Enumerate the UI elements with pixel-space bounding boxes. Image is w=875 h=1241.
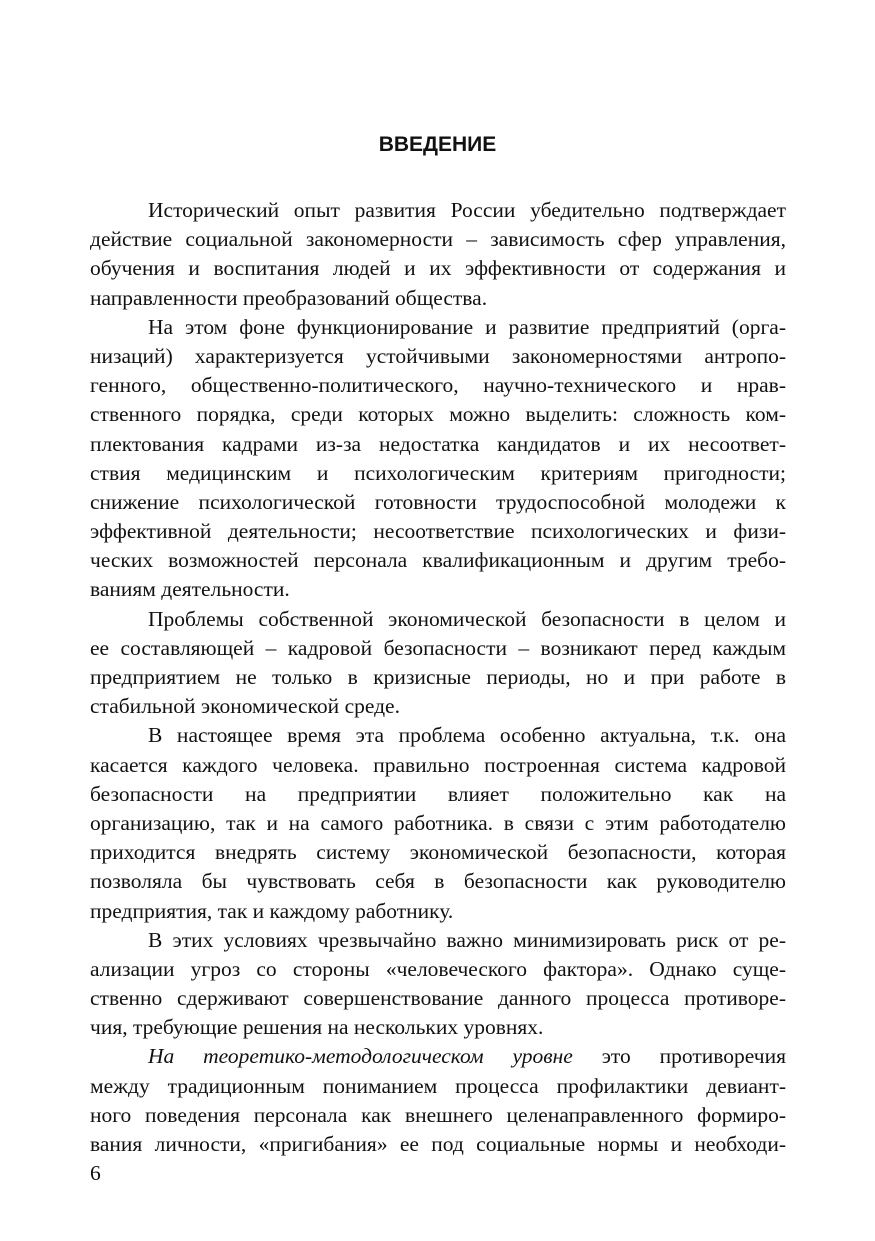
paragraph-5 (90, 926, 786, 1043)
text-line: ее составляющей – кадровой безопасности – возникают перед каждым (90, 635, 786, 660)
text-line (90, 1042, 786, 1071)
text-line: приходится внедрять систему экономической безопасности, которая (90, 840, 786, 865)
body-text (90, 196, 786, 1159)
text-line: позволяла бы чувствовать себя в безопасности как руководителю (90, 869, 786, 894)
text-line: обучения и воспитания людей и их эффективности от содержания и (90, 256, 786, 281)
paragraph-4 (90, 721, 786, 925)
text-line: плектования кадрами из-за недостатка кандидатов и их несоответ- (90, 431, 786, 456)
text-line: предприятием не только в кризисные периоды, но и при работе в (90, 665, 786, 689)
text-line: Проблемы собственной экономической безопасности в целом и (148, 606, 786, 631)
text-line: ализации угроз со стороны «человеческого фактора». Однако суще- (90, 956, 786, 981)
text-line: ваниям деятельности. (90, 577, 290, 602)
text-line: генного, общественно-политического, научно-технического и нрав- (90, 373, 786, 398)
text-line: ственно сдерживают совершенствование данного процесса противоре- (90, 986, 786, 1011)
text-line: стабильной экономической среде. (90, 694, 400, 719)
text-line: организацию, так и на самого работника. в связи с этим работодателю (90, 810, 786, 835)
text-line: касается каждого человека. правильно построенная система кадровой (90, 752, 786, 777)
text-line: действие социальной закономерности – зависимость сфер управления, (90, 227, 786, 252)
text-line: Исторический опыт развития России убедительно подтверждает (148, 198, 786, 222)
text-line: предприятия, так и каждому работнику. (90, 898, 454, 923)
text-line: направленности преобразований общества. (90, 285, 488, 310)
page-number: 6 (90, 1161, 101, 1185)
text-line: чия, требующие решения на нескольких уровнях. (90, 1015, 544, 1040)
text-line: низаций) характеризуется устойчивыми закономерностями антропо- (90, 343, 786, 368)
text-line: эффективной деятельности; несоответствие психологических и физи- (90, 519, 786, 544)
text-line: безопасности на предприятии влияет положительно как на (90, 781, 786, 806)
text-line: В этих условиях чрезвычайно важно минимизировать риск от ре- (148, 927, 786, 952)
text-line: В настоящее время эта проблема особенно актуальна, т.к. она (148, 723, 786, 748)
page-title: ВВЕДЕНИЕ (378, 133, 497, 156)
text-line: На этом фоне функционирование и развитие предприятий (орга- (148, 314, 786, 339)
paragraph-3 (90, 605, 786, 722)
italic-phrase: На теоретико-методологическом уровне (148, 1044, 573, 1069)
text-line: между традиционным пониманием процесса профилактики девиант- (90, 1073, 786, 1098)
text-line: ческих возможностей персонала квалификационным и другим требо- (90, 548, 786, 573)
text-line: вания личности, «пригибания» ее под социальные нормы и необходи- (90, 1132, 786, 1156)
text-line: ного поведения персонала как внешнего целенаправленного формиро- (90, 1102, 786, 1127)
paragraph-2 (90, 313, 786, 605)
text-line: ственного порядка, среди которых можно выделить: сложность ком- (90, 402, 786, 427)
text-line: ствия медицинским и психологическим критериям пригодности; (90, 460, 786, 485)
paragraph-6 (90, 1042, 786, 1159)
text-line: снижение психологической готовности трудоспособной молодежи к (90, 489, 786, 514)
paragraph-1 (90, 196, 786, 313)
text-fragment: это противоречия (572, 1044, 786, 1069)
